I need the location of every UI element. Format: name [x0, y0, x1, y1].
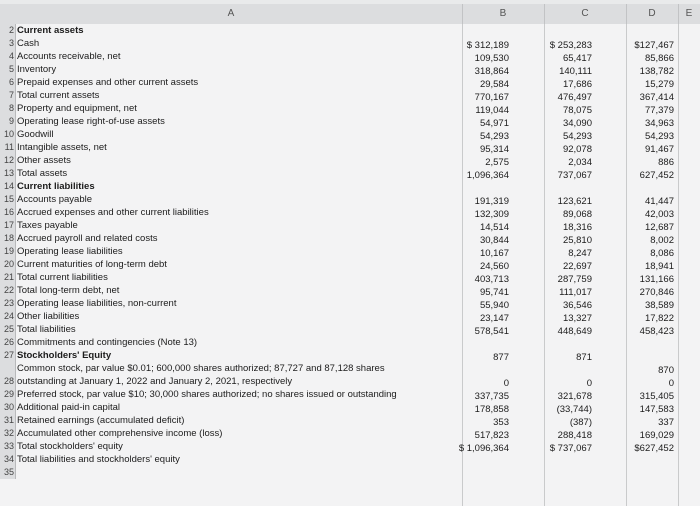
- cell-value[interactable]: 23,147: [479, 313, 509, 324]
- table-row[interactable]: [0, 115, 462, 128]
- cell-value[interactable]: 55,940: [479, 300, 509, 311]
- table-row[interactable]: [0, 245, 462, 258]
- row-label: Total liabilities and stockholders' equity: [17, 454, 180, 465]
- cell-value[interactable]: 886: [658, 157, 674, 168]
- row-number[interactable]: 25: [0, 323, 16, 336]
- row-number[interactable]: 27: [0, 349, 16, 362]
- row-label: Accrued payroll and related costs: [17, 233, 158, 244]
- table-row[interactable]: [0, 180, 462, 193]
- column-header-b[interactable]: B: [462, 4, 545, 24]
- cell-value[interactable]: 15,279: [644, 79, 674, 90]
- cell-value[interactable]: 8,247: [568, 248, 592, 259]
- cell-value[interactable]: 0: [668, 378, 674, 389]
- cell-value[interactable]: 448,649: [557, 326, 592, 337]
- row-number[interactable]: 28: [0, 375, 16, 388]
- table-row[interactable]: [0, 310, 462, 323]
- row-label: Total assets: [17, 168, 68, 179]
- row-label: Cash: [17, 38, 40, 49]
- row-label: Total current assets: [17, 90, 100, 101]
- cell-value[interactable]: 30,844: [479, 235, 509, 246]
- table-row[interactable]: [0, 297, 462, 310]
- table-row[interactable]: [0, 154, 462, 167]
- cell-value[interactable]: 78,075: [562, 105, 592, 116]
- cell-value[interactable]: 321,678: [557, 391, 592, 402]
- cell-value[interactable]: 132,309: [474, 209, 509, 220]
- column-header-bar: [0, 4, 700, 25]
- row-label: Current assets: [17, 25, 84, 36]
- cell-value[interactable]: 8,086: [650, 248, 674, 259]
- cell-value[interactable]: 458,423: [639, 326, 674, 337]
- row-number[interactable]: 34: [0, 453, 16, 466]
- row-number[interactable]: [0, 362, 16, 375]
- row-number[interactable]: 18: [0, 232, 16, 245]
- row-number[interactable]: 11: [0, 141, 16, 154]
- table-row[interactable]: [0, 63, 462, 76]
- cell-value[interactable]: 147,583: [639, 404, 674, 415]
- cell-value[interactable]: 2,034: [568, 157, 592, 168]
- cell-value[interactable]: 131,166: [639, 274, 674, 285]
- cell-value[interactable]: 12,687: [644, 222, 674, 233]
- row-label: Common stock, par value $0.01; 600,000 shares authorized; 87,727 and 87,128 shares: [17, 363, 385, 374]
- row-number[interactable]: 17: [0, 219, 16, 232]
- table-row[interactable]: [0, 414, 462, 427]
- row-label: Goodwill: [17, 129, 54, 140]
- row-label: Total stockholders' equity: [17, 441, 123, 452]
- cell-value[interactable]: 25,810: [562, 235, 592, 246]
- row-number[interactable]: 31: [0, 414, 16, 427]
- row-number[interactable]: 7: [0, 89, 16, 102]
- column-header-d[interactable]: D: [626, 4, 679, 24]
- table-row[interactable]: [0, 284, 462, 297]
- table-row[interactable]: [0, 440, 462, 453]
- row-number[interactable]: 32: [0, 427, 16, 440]
- cell-value[interactable]: 337,735: [474, 391, 509, 402]
- cell-value[interactable]: 178,858: [474, 404, 509, 415]
- row-number[interactable]: 9: [0, 115, 16, 128]
- row-number[interactable]: 23: [0, 297, 16, 310]
- table-row[interactable]: [0, 336, 462, 349]
- table-row[interactable]: [0, 167, 462, 180]
- table-row[interactable]: [0, 401, 462, 414]
- cell-value[interactable]: 41,447: [644, 196, 674, 207]
- row-label: Accumulated other comprehensive income (loss): [17, 428, 223, 439]
- cell-value[interactable]: 367,414: [639, 92, 674, 103]
- cell-value[interactable]: 0: [503, 378, 509, 389]
- cell-value[interactable]: 288,418: [557, 430, 592, 441]
- row-label: Operating lease liabilities, non-current: [17, 298, 177, 309]
- cell-value[interactable]: 17,822: [644, 313, 674, 324]
- cell-value[interactable]: $ 1,096,364: [458, 443, 509, 454]
- cell-value[interactable]: 0: [586, 378, 592, 389]
- cell-value[interactable]: $127,467: [634, 40, 674, 51]
- table-row[interactable]: [0, 193, 462, 206]
- row-label: Prepaid expenses and other current assets: [17, 77, 199, 88]
- row-number[interactable]: 26: [0, 336, 16, 349]
- cell-value[interactable]: 17,686: [562, 79, 592, 90]
- cell-value[interactable]: 54,293: [479, 131, 509, 142]
- row-number[interactable]: 2: [0, 24, 16, 37]
- row-number[interactable]: 4: [0, 50, 16, 63]
- cell-value[interactable]: 14,514: [479, 222, 509, 233]
- row-label: Stockholders' Equity: [17, 350, 112, 361]
- cell-value[interactable]: 54,293: [644, 131, 674, 142]
- row-label: Current liabilities: [17, 181, 95, 192]
- cell-value[interactable]: 578,541: [474, 326, 509, 337]
- row-label: Operating lease liabilities: [17, 246, 123, 257]
- cell-value[interactable]: 24,560: [479, 261, 509, 272]
- cell-value[interactable]: 111,017: [559, 287, 592, 298]
- cell-value[interactable]: 38,589: [644, 300, 674, 311]
- row-number[interactable]: 19: [0, 245, 16, 258]
- cell-value[interactable]: 89,068: [562, 209, 592, 220]
- gridline: [678, 24, 679, 506]
- table-row[interactable]: [0, 232, 462, 245]
- table-row[interactable]: [0, 271, 462, 284]
- cell-value[interactable]: 2,575: [485, 157, 509, 168]
- cell-value[interactable]: (387): [569, 417, 592, 428]
- cell-value[interactable]: 1,096,364: [466, 170, 509, 181]
- cell-value[interactable]: 36,546: [562, 300, 592, 311]
- row-number[interactable]: 20: [0, 258, 16, 271]
- cell-value[interactable]: 517,823: [474, 430, 509, 441]
- cell-value[interactable]: 870: [658, 365, 674, 376]
- cell-value[interactable]: 65,417: [562, 53, 592, 64]
- cell-value[interactable]: 22,697: [562, 261, 592, 272]
- cell-value[interactable]: 13,327: [562, 313, 592, 324]
- cell-value[interactable]: 8,002: [650, 235, 674, 246]
- cell-value[interactable]: $ 253,283: [549, 40, 592, 51]
- cell-value[interactable]: 34,090: [562, 118, 592, 129]
- row-number[interactable]: 35: [0, 466, 16, 479]
- row-label: Total current liabilities: [17, 272, 108, 283]
- cell-value[interactable]: 353: [493, 417, 509, 428]
- cell-value[interactable]: 770,167: [474, 92, 509, 103]
- row-number[interactable]: 13: [0, 167, 16, 180]
- cell-value[interactable]: 403,713: [474, 274, 509, 285]
- row-label: Commitments and contingencies (Note 13): [17, 337, 198, 348]
- cell-value[interactable]: 42,003: [644, 209, 674, 220]
- table-row[interactable]: [0, 219, 462, 232]
- row-label: Inventory: [17, 64, 57, 75]
- table-row[interactable]: [0, 427, 462, 440]
- row-label: Accrued expenses and other current liabilities: [17, 207, 209, 218]
- table-row[interactable]: [0, 128, 462, 141]
- table-row[interactable]: [0, 141, 462, 154]
- table-row[interactable]: [0, 258, 462, 271]
- row-label: Retained earnings (accumulated deficit): [17, 415, 185, 426]
- table-row[interactable]: [0, 206, 462, 219]
- row-number[interactable]: 30: [0, 401, 16, 414]
- cell-value[interactable]: 91,467: [644, 144, 674, 155]
- cell-value[interactable]: 315,405: [639, 391, 674, 402]
- row-label: Taxes payable: [17, 220, 78, 231]
- table-row[interactable]: [0, 375, 462, 388]
- table-row[interactable]: [0, 76, 462, 89]
- cell-value[interactable]: 85,866: [644, 53, 674, 64]
- row-label: Accounts payable: [17, 194, 92, 205]
- cell-value[interactable]: $ 312,189: [466, 40, 509, 51]
- cell-value[interactable]: $627,452: [634, 443, 674, 454]
- row-number[interactable]: 5: [0, 63, 16, 76]
- column-header-c[interactable]: C: [544, 4, 627, 24]
- table-row[interactable]: [0, 89, 462, 102]
- cell-value[interactable]: 737,067: [557, 170, 592, 181]
- row-label: Other assets: [17, 155, 71, 166]
- row-label: Current maturities of long-term debt: [17, 259, 167, 270]
- cell-value[interactable]: 169,029: [639, 430, 674, 441]
- table-row[interactable]: [0, 349, 462, 362]
- cell-value[interactable]: 270,846: [639, 287, 674, 298]
- cell-value[interactable]: 871: [576, 352, 592, 363]
- row-number[interactable]: 8: [0, 102, 16, 115]
- row-label: Total liabilities: [17, 324, 76, 335]
- row-label: Additional paid-in capital: [17, 402, 120, 413]
- cell-value[interactable]: 877: [493, 352, 509, 363]
- row-number[interactable]: 29: [0, 388, 16, 401]
- row-label: outstanding at January 1, 2022 and January 2, 2021, respectively: [17, 376, 293, 387]
- column-header-e[interactable]: E: [685, 8, 693, 19]
- row-number[interactable]: 24: [0, 310, 16, 323]
- cell-value[interactable]: 123,621: [557, 196, 592, 207]
- cell-value[interactable]: 18,941: [644, 261, 674, 272]
- cell-value[interactable]: 77,379: [644, 105, 674, 116]
- cell-value[interactable]: 95,314: [479, 144, 509, 155]
- table-row[interactable]: [0, 362, 462, 375]
- row-number[interactable]: 15: [0, 193, 16, 206]
- column-header-a[interactable]: A: [0, 4, 463, 24]
- cell-value[interactable]: 34,963: [644, 118, 674, 129]
- cell-value[interactable]: 109,530: [474, 53, 509, 64]
- cell-value[interactable]: $ 737,067: [549, 443, 592, 454]
- table-row[interactable]: [0, 388, 462, 401]
- row-number[interactable]: 14: [0, 180, 16, 193]
- table-row[interactable]: [0, 102, 462, 115]
- cell-value[interactable]: 287,759: [557, 274, 592, 285]
- table-row[interactable]: [0, 24, 462, 37]
- cell-value[interactable]: 54,971: [479, 118, 509, 129]
- cell-value[interactable]: 337: [658, 417, 674, 428]
- cell-value[interactable]: 18,316: [562, 222, 592, 233]
- row-number[interactable]: 6: [0, 76, 16, 89]
- row-label: Operating lease right-of-use assets: [17, 116, 165, 127]
- cell-value[interactable]: 29,584: [479, 79, 509, 90]
- table-row[interactable]: [0, 37, 462, 50]
- row-number[interactable]: 16: [0, 206, 16, 219]
- cell-value[interactable]: 627,452: [639, 170, 674, 181]
- cell-value[interactable]: 10,167: [479, 248, 509, 259]
- cell-grid[interactable]: [0, 24, 700, 506]
- table-row[interactable]: [0, 50, 462, 63]
- cell-value[interactable]: 476,497: [557, 92, 592, 103]
- row-label: Accounts receivable, net: [17, 51, 121, 62]
- table-row[interactable]: [0, 466, 462, 479]
- row-number[interactable]: 33: [0, 440, 16, 453]
- row-label: Other liabilities: [17, 311, 80, 322]
- table-row[interactable]: [0, 323, 462, 336]
- table-row[interactable]: [0, 453, 462, 466]
- cell-value[interactable]: 140,111: [559, 66, 592, 77]
- cell-value[interactable]: 318,864: [474, 66, 509, 77]
- row-label: Total long-term debt, net: [17, 285, 120, 296]
- row-label: Intangible assets, net: [17, 142, 107, 153]
- cell-value[interactable]: 191,319: [474, 196, 509, 207]
- row-number[interactable]: 10: [0, 128, 16, 141]
- cell-value[interactable]: (33,744): [556, 404, 592, 415]
- cell-value[interactable]: 138,782: [639, 66, 674, 77]
- cell-value[interactable]: 92,078: [562, 144, 592, 155]
- row-number[interactable]: 22: [0, 284, 16, 297]
- cell-value[interactable]: 54,293: [562, 131, 592, 142]
- row-number[interactable]: 21: [0, 271, 16, 284]
- cell-value[interactable]: 119,044: [475, 105, 509, 116]
- row-label: Preferred stock, par value $10; 30,000 shares authorized; no shares issued or outstanding: [17, 389, 397, 400]
- row-number[interactable]: 12: [0, 154, 16, 167]
- cell-value[interactable]: 95,741: [479, 287, 509, 298]
- row-number[interactable]: 3: [0, 37, 16, 50]
- row-label: Property and equipment, net: [17, 103, 137, 114]
